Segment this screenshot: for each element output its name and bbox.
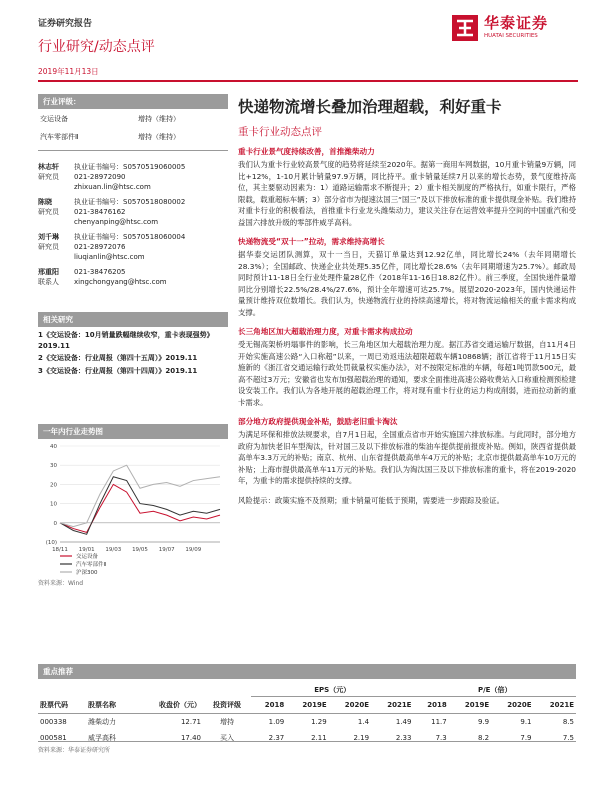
- table-cell: 11.7: [431, 717, 447, 726]
- x-tick-label: 18/11: [52, 547, 68, 553]
- analyst: [38, 197, 228, 227]
- risk-note: 风险提示：政策实施不及预期；重卡销量可能低于预期，需要进一步跟踪及验证。: [238, 495, 505, 505]
- section-heading: 部分地方政府提供现金补贴，鼓励老旧重卡淘汰: [238, 417, 398, 426]
- x-tick-label: 19/03: [105, 547, 122, 553]
- section-body: 我们认为重卡行业较高景气度的趋势将延续至2020年。据第一商用车网数据，10月重卡销量9万辆，同比+12%，1-10月累计销量97.9万辆，同比持平。重卡销量延续7月以来的增长态势，景气度维持高位，其主要驱动因素为：1）道路运输需求不断提升；2）重卡相关制度的严格执行，如重卡限行，严格限载，载重超标车辆；3）部分省市为提速汰国三“国三”及以下排放标准的重卡提供现金补贴。我们维持对重卡行业的积极看法，首推重卡行业龙头潍柴动力，建议关注存在运营效率提升空间的中国重汽和受益国六排放升级的零部件威孚高科。: [238, 160, 576, 227]
- analyst-name: 邢重阳: [38, 268, 59, 276]
- table-header-cell: 股票名称: [88, 700, 116, 709]
- cert-label: 执业证书编号：: [74, 163, 123, 171]
- analyst-block: [38, 162, 228, 287]
- table-cell: 威孚高科: [88, 733, 116, 742]
- section-heading: 重卡行业景气度持续改善，首推潍柴动力: [238, 147, 375, 156]
- industry-trend-chart: [38, 440, 228, 576]
- x-tick-label: 19/09: [185, 547, 202, 553]
- analyst-role: 联系人: [38, 278, 59, 286]
- ratings-title: 行业评级：: [38, 94, 228, 109]
- header-divider: [38, 80, 578, 82]
- related-title: 相关研究: [38, 312, 228, 327]
- y-tick-label: 30: [50, 463, 57, 470]
- table-header-cell: 投资评级: [213, 700, 242, 709]
- related-item[interactable]: 1《交运设备：10月销量跌幅继续收窄，重卡表现强势》2019.11: [38, 331, 214, 350]
- y-tick-label: 10: [50, 501, 57, 508]
- report-date: 2019年11月13日: [38, 67, 99, 76]
- table-header-cell: 收盘价（元）: [159, 700, 202, 709]
- analyst-name: 林志轩: [38, 163, 59, 171]
- table-cell: 12.71: [180, 717, 202, 726]
- table-cell: 7.3: [435, 733, 447, 742]
- stocks-table: [38, 684, 576, 746]
- table-header-cell: 2020E: [344, 700, 370, 709]
- main-body: [238, 146, 576, 506]
- analyst-email[interactable]: liuqianlin@htsc.com: [74, 253, 145, 261]
- table-cell: 8.2: [477, 733, 490, 742]
- y-tick-label: 20: [50, 482, 57, 489]
- table-header-cell: 2020E: [507, 700, 532, 709]
- rating-value: 增持（维持）: [138, 115, 180, 123]
- cert-number: S0570518080002: [123, 198, 186, 206]
- table-cell: 增持: [220, 717, 235, 726]
- legend-label: 沪深300: [76, 570, 98, 576]
- table-cell: 2.19: [353, 733, 370, 742]
- logo-cn: 华泰证券: [484, 14, 549, 32]
- table-header-cell: 2018: [264, 700, 285, 709]
- legend-label: 交运设备: [76, 554, 99, 560]
- table-header-cell: 2019E: [464, 700, 490, 709]
- section-body: 据华泰交运团队测算，双十一当日，天猫订单量达到12.92亿单，同比增长24%（去年同期增长28.3%）；全国邮政、快递企业共处理5.35亿件，同比增长28.6%（去年同期增速为25.7%）。邮政局同时预计11-18日全行业处理件量28亿件（2018年11-16日18.82亿件）。前三季度，全国快递件量增同比分别增长22.5%/28.4%/27.6%，预计全年增速可达25.7%。展望2020-2023年，国内快递运件量预计维持双位数增长。我们认为，快递物流行业的持续高速增长，将对物流运输相关的重卡需求构成支撑。: [238, 250, 576, 317]
- table-cell: 潍柴动力: [88, 717, 116, 726]
- report-type: 证券研究报告: [38, 19, 93, 29]
- analyst: [38, 232, 228, 262]
- analyst-name: 刘千琳: [38, 233, 59, 241]
- cert-label: 执业证书编号：: [74, 233, 123, 241]
- table-cell: 7.5: [562, 733, 574, 742]
- chart-source: 资料来源：Wind: [38, 580, 84, 587]
- section-heading: 快递物流受“双十一”拉动，需求维持高增长: [238, 237, 385, 246]
- section-body: 受无锡高架桥坍塌事件的影响，长三角地区加大超载治理力度。据江苏省交通运输厅数据，自11月4日开始实施高速公路“入口称超”以来，一周已劝返违法超限超载车辆10868辆；浙江省将于11月15日实施新的《浙江省交通运输行政处罚裁量权实施办法》，对不按限定标准的车辆，每超1吨罚款500元，最高不超过3万元；安徽省也发布加强超载治理的通知，要求全面推进高速公路收费站入口称重检测预检建设安装工作。我们认为各地开展的超载治理工作，将对现有重卡行业的运力构成削弱，进而拉动新的重卡需求。: [238, 340, 576, 407]
- stocks-title: 重点推荐: [38, 664, 576, 679]
- related-item[interactable]: 2《交运设备：行业周报（第四十五周）》2019.11: [38, 354, 198, 362]
- table-source: 资料来源：华泰证券研究所: [38, 747, 111, 754]
- table-cell: 2.33: [395, 733, 412, 742]
- report-title: 快递物流增长叠加治理超载，利好重卡: [238, 98, 502, 116]
- related-item[interactable]: 3《交运设备：行业周报（第四十四周）》2019.11: [38, 366, 198, 375]
- table-cell: 买入: [220, 733, 235, 742]
- cert-number: S0570519060005: [123, 163, 186, 171]
- analyst-phone: 021-38476205: [74, 268, 126, 276]
- table-cell: 8.5: [562, 717, 574, 726]
- chart-title: 一年内行业走势图: [38, 424, 228, 439]
- analyst: [38, 162, 228, 192]
- sidebar-divider: [38, 150, 228, 151]
- logo: [452, 12, 572, 44]
- rating-value: 增持（维持）: [138, 133, 180, 141]
- table-header-cell: 2021E: [549, 700, 574, 709]
- analyst-role: 研究员: [38, 208, 59, 216]
- rating-name: 汽车零部件Ⅱ: [40, 133, 79, 141]
- rating-row: [38, 110, 228, 128]
- analyst-email[interactable]: chenyanping@htsc.com: [74, 218, 159, 226]
- analyst-phone: 021-38476162: [74, 208, 126, 216]
- section-heading: 长三角地区加大超载治理力度，对重卡需求构成拉动: [238, 327, 413, 336]
- table-cell: 1.49: [395, 717, 412, 726]
- analyst-role: 研究员: [38, 173, 59, 181]
- table-header: [38, 697, 576, 714]
- table-cell: 1.29: [311, 717, 327, 726]
- table-cell: 000581: [40, 733, 67, 742]
- table-row: [38, 713, 576, 730]
- ratings-table: [38, 110, 228, 146]
- table-cell: 9.9: [477, 717, 490, 726]
- x-tick-label: 19/01: [78, 547, 95, 553]
- y-tick-label: 40: [50, 444, 57, 450]
- rating-name: 交运设备: [40, 115, 68, 123]
- y-tick-label: 0: [53, 520, 57, 527]
- legend-label: 汽车零部件Ⅱ: [76, 562, 107, 568]
- table-cell: 7.9: [520, 733, 532, 742]
- table-header-cell: 2021E: [387, 700, 412, 709]
- eps-group: EPS（元）: [251, 684, 413, 697]
- table-cell: 000338: [40, 717, 67, 726]
- table-cell: 2.37: [268, 733, 285, 742]
- table-cell: 2.11: [311, 733, 327, 742]
- x-tick-label: 19/05: [132, 547, 148, 553]
- y-tick-label: (10): [45, 540, 57, 546]
- section-body: 为满足环保和排放法规要求，自7月1日起，全国重点省市开始实施国六排放标准。与此同时，部分地方政府为加快老旧车型淘汰，针对国三及以下排放标准的柴油车提供提前报废补贴。例如，陕西省提供最高单车3.3万元的补贴；南京、杭州、山东省提供最高单车4万元的补贴；北京市提供最高单车10万元的补贴；上海市提供最高单车11万元的补贴。我们认为淘汰国三及以下排放标准的重卡，将在2019-2020年，为重卡的需求提供持续的支撑。: [238, 430, 576, 485]
- cert-number: S0570518060004: [123, 233, 186, 241]
- analyst-email[interactable]: zhixuan.lin@htsc.com: [74, 183, 151, 191]
- related-list: [38, 330, 228, 376]
- table-cell: 1.09: [268, 717, 285, 726]
- table-header-cell: 2019E: [302, 700, 327, 709]
- table-cell: 17.40: [180, 733, 202, 742]
- table-row: [38, 730, 576, 746]
- analyst-phone: 021-28972076: [74, 243, 126, 251]
- analyst-email[interactable]: xingchongyang@htsc.com: [74, 278, 167, 286]
- table-header-cell: 股票代码: [40, 700, 68, 709]
- series-line: [60, 484, 220, 532]
- report-subtitle: 重卡行业动态点评: [238, 126, 322, 138]
- analyst: [38, 267, 228, 287]
- analyst-role: 研究员: [38, 243, 59, 251]
- analyst-phone: 021-28972090: [74, 173, 126, 181]
- logo-en: HUATAI SECURITIES: [484, 33, 538, 39]
- huatai-logo-icon: [452, 15, 478, 41]
- table-cell: 9.1: [520, 717, 532, 726]
- analyst-name: 陈晓: [38, 198, 52, 206]
- table-cell: 1.4: [357, 717, 370, 726]
- table-group-header: [38, 684, 576, 697]
- rating-row: [38, 128, 228, 146]
- x-tick-label: 19/07: [158, 547, 175, 553]
- cert-label: 执业证书编号：: [74, 198, 123, 206]
- table-divider: [38, 741, 576, 742]
- category: 行业研究/动态点评: [38, 39, 155, 55]
- series-line: [60, 477, 220, 535]
- pe-group: P/E（倍）: [413, 684, 576, 697]
- table-header-cell: 2018: [427, 700, 447, 709]
